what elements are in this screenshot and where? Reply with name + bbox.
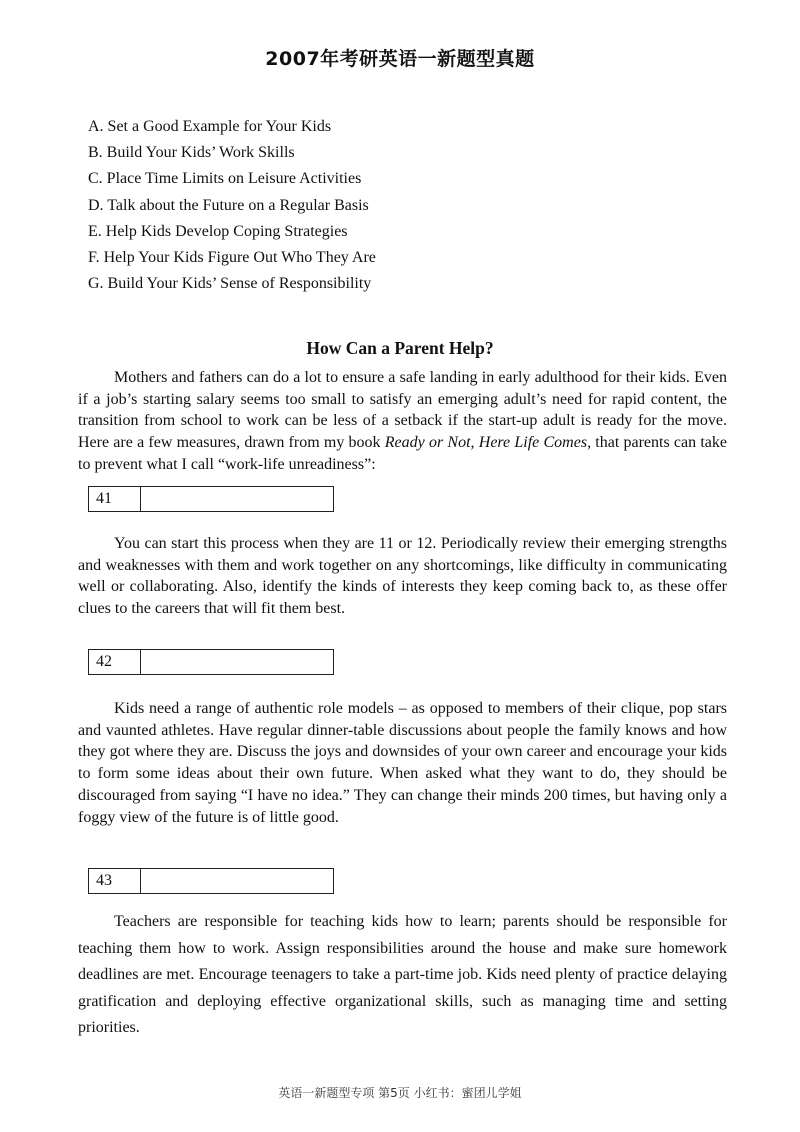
answer-blank-43[interactable] [88,868,334,894]
page-footer: 英语一新题型专项 第5页 小红书：蜜团儿学姐 [278,1086,522,1100]
option-c: C. Place Time Limits on Leisure Activities [88,170,362,188]
paragraph-41: You can start this process when they are 11 or 12. Periodically review their emerging strengths and weaknesses with them and work together on any shortcomings, like difficulty in communicating well or collaborating. Also, identify the kinds of interests they keep coming back to, as these offer clues to the careers that will fit them best. [78,535,727,618]
page-title: 2007年考研英语一新题型真题 [265,48,535,70]
answer-blank-42[interactable] [88,649,334,675]
blank-answer[interactable] [141,487,333,511]
intro-text-before: Mothers and fathers can do a lot to ensure a safe landing in early adulthood for their kids. Even if a job’s starting salary seems too small to satisfy an emerging adult’s need for rapid content, the transition from school to work can be less of a setback if the start-up adult is ready for the move. Here are a few measures, drawn from my book [78,369,727,452]
option-b: B. Build Your Kids’ Work Skills [88,144,295,162]
option-e: E. Help Kids Develop Coping Strategies [88,222,348,240]
blank-number: 42 [89,650,141,674]
book-title: Ready or Not, Here Life Comes [384,434,588,452]
blank-number: 41 [89,487,141,511]
blank-number: 43 [89,869,141,893]
blank-answer[interactable] [141,869,333,893]
intro-text-after: , that parents can take to prevent what I call “work-life unreadiness”: [78,434,728,473]
intro-paragraph [78,367,727,476]
option-list [88,114,376,297]
option-d: D. Talk about the Future on a Regular Basis [88,196,369,214]
answer-blank-41[interactable] [88,486,334,512]
option-a: A. Set a Good Example for Your Kids [88,118,332,135]
paragraph-42: Kids need a range of authentic role models – as opposed to members of their clique, pop stars and vaunted athletes. Have regular dinner-table discussions about people the family knows and how they got where they are. Discuss the joys and downsides of your own career and encourage your kids to form some ideas about their own future. When asked what they want to do, they should be discouraged from saying “I have no idea.” They can change their minds 200 times, but having only a foggy view of the future is of little good. [78,700,727,826]
option-g: G. Build Your Kids’ Sense of Responsibility [88,275,372,293]
passage-heading: How Can a Parent Help? [306,338,494,358]
paragraph-43: Teachers are responsible for teaching kids how to learn; parents should be responsible for teaching them how to work. Assign responsibilities around the house and make sure homework deadlines are met. Encourage teenagers to take a part-time job. Kids need plenty of practice delaying gratification and deploying effective organizational skills, such as managing time and setting priorities. [78,913,727,1036]
blank-answer[interactable] [141,650,333,674]
option-f: F. Help Your Kids Figure Out Who They Are [88,249,376,267]
